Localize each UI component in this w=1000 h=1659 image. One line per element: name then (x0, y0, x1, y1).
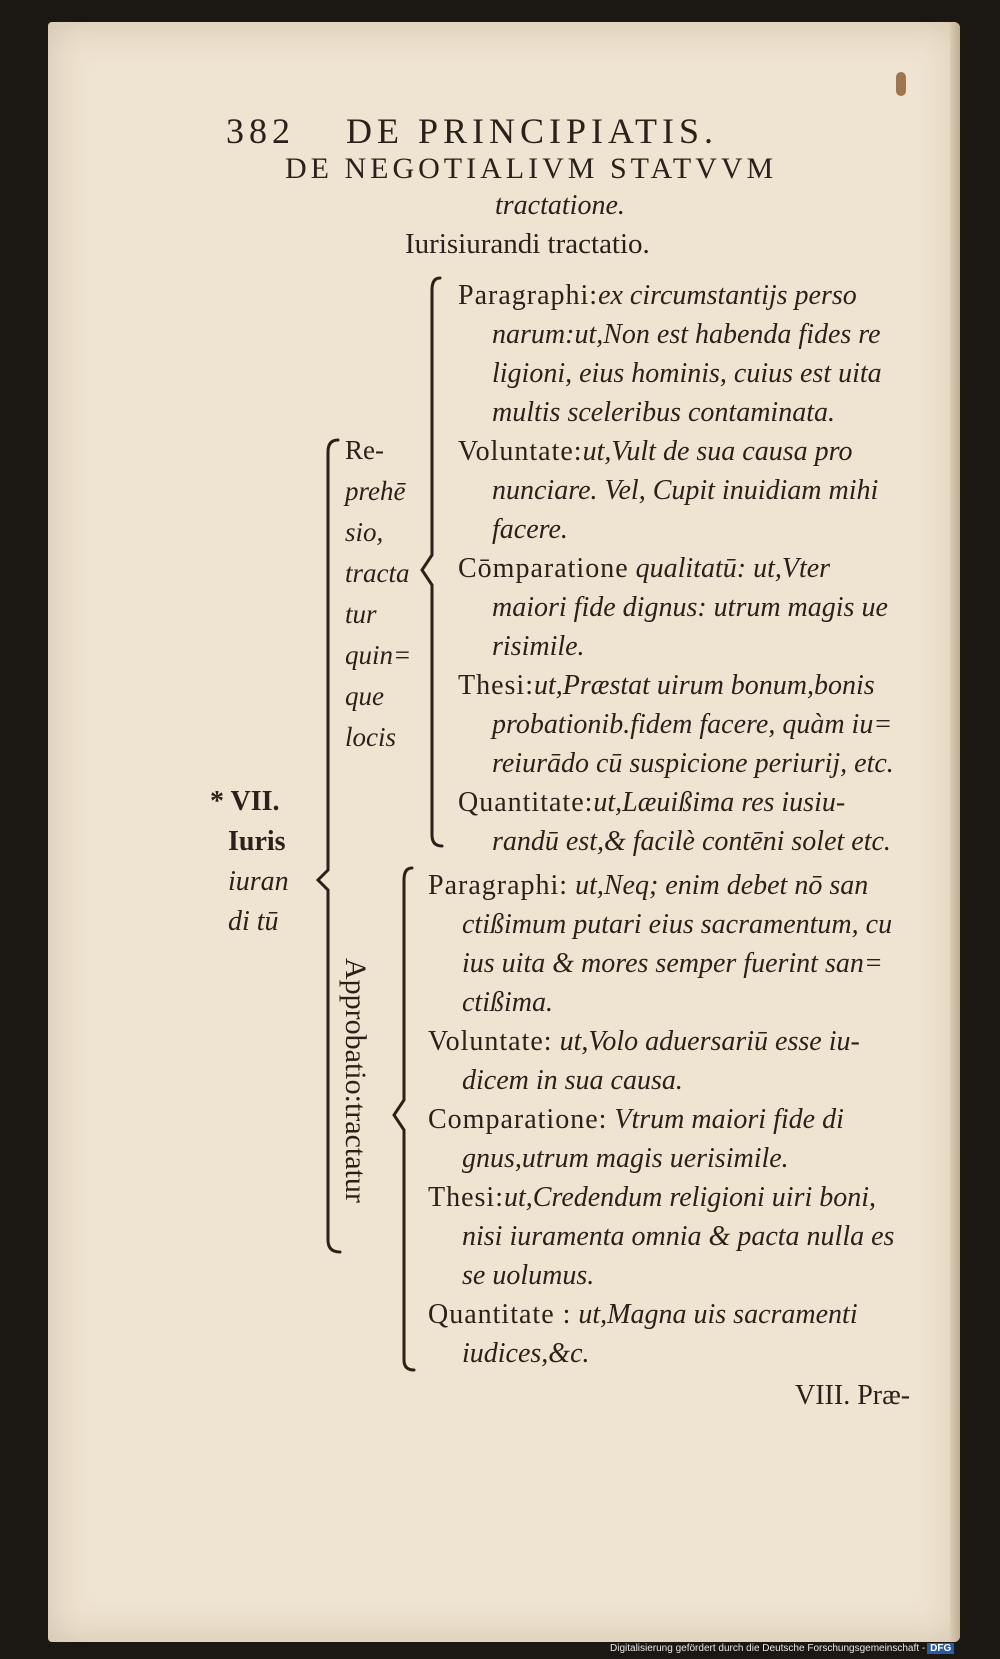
section-title: Iurisiurandi tractatio. (405, 228, 650, 260)
reprehensio-word: que (345, 681, 384, 711)
reprehensio-brace (422, 278, 442, 846)
list-item-cont: maiori fide dignus: utrum magis ue (492, 592, 888, 623)
list-item: Cōmparatione qualitatū: ut,Vter (458, 553, 831, 584)
list-item-cont: nunciare. Vel, Cupit inuidiam mihi (492, 475, 879, 506)
approbatio-list (428, 866, 894, 1373)
list-item-cont: facere. (492, 514, 568, 545)
list-item: Quantitate : ut,Magna uis sacramenti (428, 1299, 858, 1330)
list-item: Comparatione: Vtrum maiori fide di (428, 1104, 844, 1135)
reprehensio-list (458, 276, 894, 861)
list-item-cont: multis sceleribus contaminata. (492, 397, 835, 428)
list-item-cont: gnus,utrum magis uerisimile. (462, 1143, 789, 1174)
list-item-cont: narum:ut,Non est habenda fides re (492, 319, 881, 350)
chapter-title: DE NEGOTIALIVM STATVVM (285, 152, 778, 185)
reprehensio-word: locis (345, 722, 396, 752)
approbatio-brace (394, 868, 414, 1370)
list-item: Thesi:ut,Credendum religioni uiri boni, (428, 1182, 877, 1213)
list-item-cont: ctißimum putari eius sacramentum, cu (462, 909, 893, 940)
footer-text: Digitalisierung gefördert durch die Deutsche Forschungsgemeinschaft - (610, 1643, 926, 1654)
reprehensio-label (345, 430, 411, 758)
list-item-cont: risimile. (492, 631, 585, 662)
list-item: Quantitate:ut,Læuißima res iusiu- (458, 787, 846, 818)
list-item-cont: ius uita & mores semper fuerint san= (462, 948, 883, 979)
list-item-cont: randū est,& facilè contēni solet etc. (492, 826, 891, 857)
reprehensio-word: Re- (345, 435, 384, 465)
list-item: Paragraphi: ut,Neq; enim debet nō san (428, 870, 869, 901)
list-item: Paragraphi:ex circumstantijs perso (458, 280, 857, 311)
list-item-cont: reiurādo cū suspicione periurij, etc. (492, 748, 894, 779)
list-item-cont: dicem in sua causa. (462, 1065, 683, 1096)
list-item-cont: se uolumus. (462, 1260, 595, 1291)
list-item-cont: nisi iuramenta omnia & pacta nulla es (462, 1221, 895, 1252)
chapter-subtitle: tractatione. (495, 190, 625, 221)
approbatio-label: Approbatio:tractatur (339, 958, 372, 1203)
digitization-footer (610, 1643, 954, 1654)
dfg-logo: DFG (927, 1643, 954, 1654)
section-mark: * VII. (210, 786, 280, 817)
side-label (210, 782, 289, 942)
reprehensio-word: sio, (345, 517, 384, 547)
running-title: DE PRINCIPIATIS. (346, 111, 719, 151)
list-item-cont: iudices,&c. (462, 1338, 590, 1369)
list-item-cont: probationib.fidem facere, quàm iu= (492, 709, 893, 740)
side-word: iuran (228, 866, 289, 897)
main-brace (318, 835, 340, 1252)
page-number: 382 (226, 111, 295, 151)
reprehensio-label-brace (328, 440, 338, 835)
list-item-cont: ligioni, eius hominis, cuius est uita (492, 358, 882, 389)
list-item: Voluntate:ut,Vult de sua causa pro (458, 436, 853, 467)
list-item-cont: ctißima. (462, 987, 553, 1018)
side-word: Iuris (228, 826, 286, 857)
reprehensio-word: tur (345, 599, 377, 629)
catchword: VIII. Præ- (795, 1380, 911, 1411)
side-word: di tū (228, 906, 279, 937)
list-item: Voluntate: ut,Volo aduersariū esse iu- (428, 1026, 860, 1057)
reprehensio-word: tracta (345, 558, 410, 588)
reprehensio-word: quin= (345, 640, 412, 670)
reprehensio-word: prehē (345, 476, 406, 506)
list-item: Thesi:ut,Præstat uirum bonum,bonis (458, 670, 875, 701)
